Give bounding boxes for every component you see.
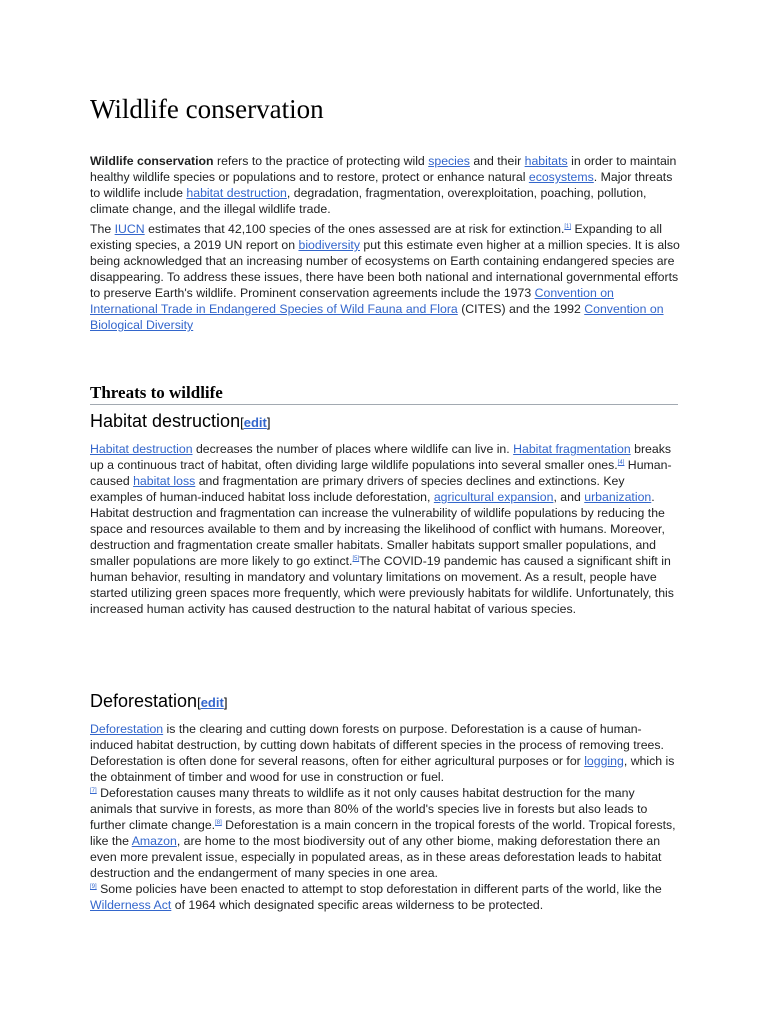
text-run: , and — [553, 490, 585, 504]
reference-link[interactable]: [1] — [564, 224, 572, 230]
intro-paragraph — [90, 153, 680, 217]
text-run: , which is the obtainment of timber and wood for use in construction or fuel. — [90, 754, 675, 784]
deforestation-paragraph — [90, 721, 680, 913]
text-run: breaks up a continuous tract of habitat, often dividing large wildlife populations into several smaller ones. — [90, 442, 672, 472]
text-run: and fragmentation are primary drivers of species declines and extinctions. Key examples of human-induced habitat loss include deforestation, — [90, 474, 625, 504]
text-run: is the clearing and cutting down forests on purpose. Deforestation is a cause of human-induced habitat destruction, by cutting down habitats of different species in the process of removing trees. Deforestation is often done for several reasons, often for either agricultural purposes or for — [90, 722, 664, 768]
edit-section-habitat — [240, 415, 270, 430]
habitat-paragraph — [90, 441, 680, 617]
link-deforestation[interactable]: Deforestation — [90, 722, 164, 736]
text-run: decreases the number of places where wildlife can live in. — [192, 442, 514, 456]
text-run: Human-caused — [90, 458, 672, 488]
section-heading-threats: Threats to wildlife — [90, 383, 223, 402]
text-run: Deforestation is a main concern in the tropical forests of the world. Tropical forests, like the — [90, 818, 676, 848]
text-run: Deforestation causes many threats to wildlife as it not only causes habitat destruction for the many animals that survive in forests, as more than 80% of the world's species live in forests but also leads to further climate change. — [90, 786, 648, 832]
heading-divider — [90, 404, 678, 405]
link-habitat-loss[interactable]: habitat loss — [133, 474, 196, 488]
text-run: , degradation, fragmentation, overexploitation, poaching, pollution, climate change, and the illegal wildlife trade. — [90, 186, 647, 216]
text-run: . Habitat destruction and fragmentation can increase the vulnerability of wildlife populations by reducing the space and resources available to them and by increasing the likelihood of conflict with humans. Moreover, destruction and fragmentation create smaller habitats. Smaller habitats support smaller populations, and smaller populations are more likely to go extinct. — [90, 490, 665, 568]
reference-link[interactable]: [9] — [90, 884, 97, 890]
text-run: (CITES) and the 1992 — [457, 302, 585, 316]
heading-text: Habitat destruction — [90, 411, 241, 431]
link-habitat-destruction[interactable]: habitat destruction — [186, 186, 287, 200]
subsection-heading-deforestation — [90, 689, 227, 715]
link-habitat-fragmentation[interactable]: Habitat fragmentation — [513, 442, 631, 456]
page-title: Wildlife conservation — [90, 94, 324, 124]
link-cites[interactable]: Convention on International Trade in Endangered Species of Wild Fauna and Flora — [90, 286, 614, 316]
text-run: The COVID-19 pandemic has caused a significant shift in human behavior, resulting in mandatory and voluntary limitations on movement. As a result, people have started utilizing green spaces more frequently, which were previously habitats for wildlife. Unfortunately, this increased human activity has caused destruction to the natural habitat of various species. — [90, 554, 674, 616]
text-run: , are home to the most biodiversity out of any other biome, making deforestation there an even more prevalent issue, especially in populated areas, as in these areas deforestation leads to habitat destruction and the endangerment of many species in one area. — [90, 834, 662, 880]
link-wilderness-act[interactable]: Wilderness Act — [90, 898, 172, 912]
text-run: put this estimate even higher at a million species. It is also being acknowledged that an increasing number of ecosystems on Earth containing endangered species are disappearing. To address these issues, there have been both national and international governmental efforts to preserve Earth's wildlife. Prominent conservation agreements include the 1973 — [90, 238, 680, 300]
link-biodiversity[interactable]: biodiversity — [298, 238, 360, 252]
iucn-paragraph — [90, 221, 680, 333]
bracket: [ — [240, 415, 244, 430]
edit-link[interactable]: edit — [243, 415, 267, 430]
text-run: of 1964 which designated specific areas wilderness to be protected. — [171, 898, 544, 912]
reference-7 — [90, 788, 97, 794]
reference-8 — [215, 820, 222, 826]
link-cbd[interactable]: Convention on Biological Diversity — [90, 302, 664, 332]
text-run: estimates that 42,100 species of the ones assessed are at risk for extinction. — [144, 222, 565, 236]
text-run: in order to maintain healthy wildlife species or populations and to restore, protect or enhance natural — [90, 154, 677, 184]
edit-section-deforestation — [197, 695, 227, 710]
text-run: The — [90, 222, 115, 236]
reference-link[interactable]: [5] — [352, 556, 360, 562]
reference-link[interactable]: [8] — [215, 820, 222, 826]
bold-term: Wildlife conservation — [90, 154, 214, 168]
bracket: ] — [266, 415, 271, 430]
link-agricultural-expansion[interactable]: agricultural expansion — [433, 490, 554, 504]
text-run: and their — [469, 154, 525, 168]
subsection-heading-habitat — [90, 409, 270, 435]
link-habitat-destruction-2[interactable]: Habitat destruction — [90, 442, 193, 456]
bracket: ] — [223, 695, 228, 710]
text-run: Expanding to all existing species, a 2019 UN report on — [90, 222, 662, 252]
reference-link[interactable]: [7] — [90, 788, 97, 794]
reference-9 — [90, 884, 97, 890]
edit-link[interactable]: edit — [200, 695, 224, 710]
link-iucn[interactable]: IUCN — [114, 222, 145, 236]
link-logging[interactable]: logging — [584, 754, 624, 768]
link-habitats[interactable]: habitats — [524, 154, 568, 168]
link-amazon[interactable]: Amazon — [131, 834, 177, 848]
heading-text: Deforestation — [90, 691, 198, 711]
text-run: refers to the practice of protecting wild — [213, 154, 429, 168]
bracket: [ — [197, 695, 201, 710]
link-urbanization[interactable]: urbanization — [584, 490, 652, 504]
text-run: . Major threats to wildlife include — [90, 170, 673, 200]
reference-link[interactable]: [4] — [617, 460, 625, 466]
link-species[interactable]: species — [428, 154, 470, 168]
link-ecosystems[interactable]: ecosystems — [528, 170, 594, 184]
text-run: Some policies have been enacted to attempt to stop deforestation in different parts of the world, like the — [96, 882, 662, 896]
